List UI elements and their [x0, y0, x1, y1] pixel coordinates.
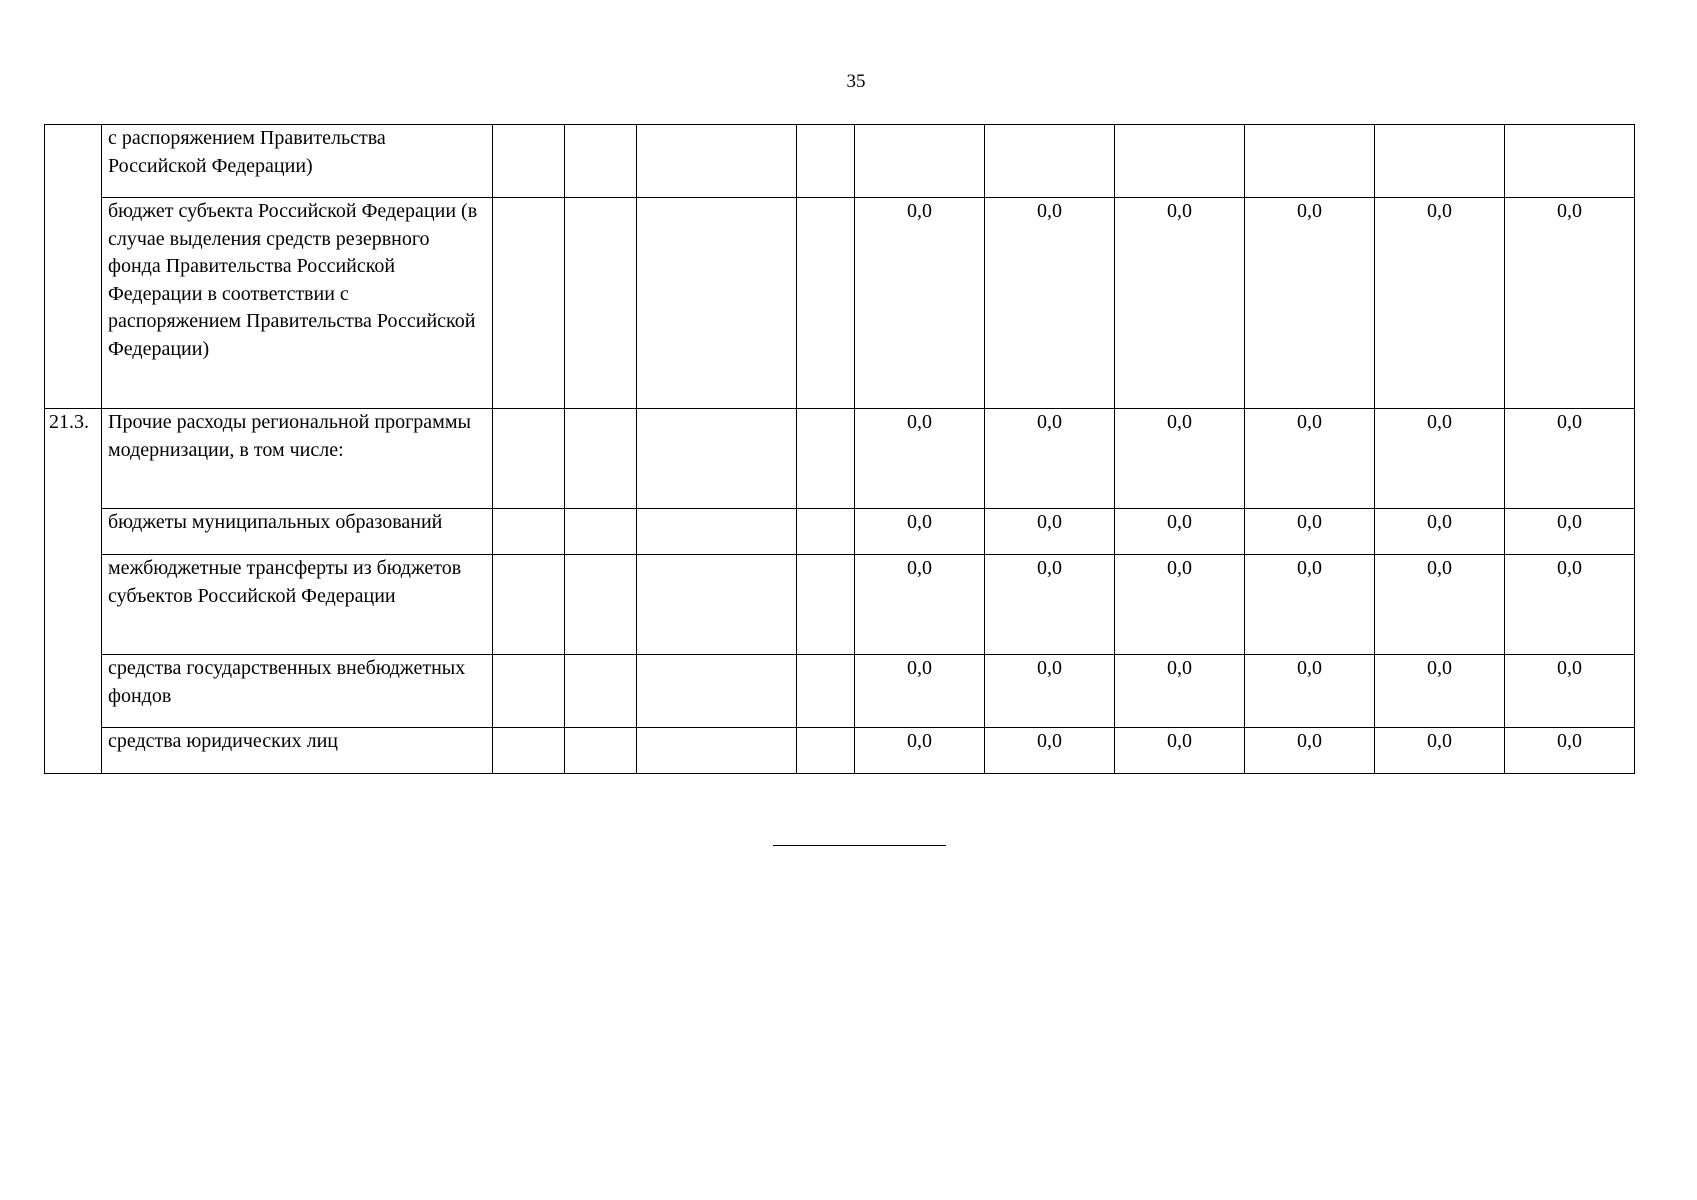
row-description: бюджеты муниципальных образований [102, 509, 493, 555]
value-cell: 0,0 [1115, 409, 1245, 509]
table-row [45, 198, 1635, 409]
value-cell: 0,0 [855, 509, 985, 555]
value-cell: 0,0 [1245, 728, 1375, 774]
value-cell: 0,0 [855, 728, 985, 774]
value-cell [1115, 125, 1245, 198]
value-cell: 0,0 [855, 198, 985, 409]
value-cell: 0,0 [1245, 409, 1375, 509]
empty-cell [637, 409, 797, 509]
empty-cell [493, 509, 565, 555]
value-cell: 0,0 [1375, 509, 1505, 555]
value-cell: 0,0 [1115, 198, 1245, 409]
row-description: Прочие расходы региональной программы модернизации, в том числе: [102, 409, 493, 509]
empty-cell [493, 555, 565, 655]
value-cell: 0,0 [1505, 728, 1635, 774]
row-number-cell: 21.3. [45, 409, 102, 774]
page-number: 35 [846, 71, 866, 92]
table-row [45, 728, 1635, 774]
row-description: средства юридических лиц [102, 728, 493, 774]
table-row [45, 409, 1635, 509]
empty-cell [637, 728, 797, 774]
value-cell [985, 125, 1115, 198]
row-description: с распоряжением Правительства Российской Федерации) [102, 125, 493, 198]
empty-cell [797, 198, 855, 409]
value-cell [1505, 125, 1635, 198]
empty-cell [565, 125, 637, 198]
value-cell: 0,0 [1505, 655, 1635, 728]
empty-cell [565, 509, 637, 555]
row-number-cell [45, 125, 102, 409]
value-cell: 0,0 [1245, 655, 1375, 728]
empty-cell [637, 555, 797, 655]
table-row [45, 655, 1635, 728]
row-description: средства государственных внебюджетных фондов [102, 655, 493, 728]
value-cell [1375, 125, 1505, 198]
value-cell: 0,0 [985, 409, 1115, 509]
table-row [45, 509, 1635, 555]
value-cell: 0,0 [855, 655, 985, 728]
value-cell: 0,0 [985, 555, 1115, 655]
empty-cell [565, 409, 637, 509]
row-description: межбюджетные трансферты из бюджетов субъектов Российской Федерации [102, 555, 493, 655]
value-cell: 0,0 [985, 509, 1115, 555]
row-description: бюджет субъекта Российской Федерации (в случае выделения средств резервного фонда Правительства Российской Федерации в соответствии с распоряжением Правительства Российской Федерации) [102, 198, 493, 409]
empty-cell [493, 198, 565, 409]
value-cell: 0,0 [1375, 409, 1505, 509]
value-cell: 0,0 [985, 198, 1115, 409]
value-cell: 0,0 [1375, 655, 1505, 728]
table-row [45, 555, 1635, 655]
value-cell: 0,0 [1115, 555, 1245, 655]
value-cell: 0,0 [1505, 555, 1635, 655]
empty-cell [637, 198, 797, 409]
empty-cell [797, 509, 855, 555]
value-cell: 0,0 [855, 409, 985, 509]
empty-cell [493, 125, 565, 198]
empty-cell [565, 198, 637, 409]
empty-cell [565, 655, 637, 728]
empty-cell [637, 125, 797, 198]
table-row [45, 125, 1635, 198]
empty-cell [797, 655, 855, 728]
value-cell: 0,0 [1375, 555, 1505, 655]
empty-cell [797, 409, 855, 509]
empty-cell [565, 555, 637, 655]
value-cell: 0,0 [1505, 509, 1635, 555]
value-cell: 0,0 [1505, 198, 1635, 409]
value-cell: 0,0 [1245, 555, 1375, 655]
value-cell: 0,0 [1505, 409, 1635, 509]
empty-cell [797, 728, 855, 774]
value-cell [855, 125, 985, 198]
empty-cell [493, 409, 565, 509]
value-cell: 0,0 [1245, 198, 1375, 409]
empty-cell [797, 555, 855, 655]
empty-cell [565, 728, 637, 774]
value-cell: 0,0 [1375, 198, 1505, 409]
value-cell: 0,0 [855, 555, 985, 655]
end-of-document-rule [773, 845, 946, 846]
financing-table [44, 124, 1635, 774]
value-cell: 0,0 [1115, 728, 1245, 774]
empty-cell [493, 728, 565, 774]
value-cell [1245, 125, 1375, 198]
value-cell: 0,0 [1245, 509, 1375, 555]
value-cell: 0,0 [1375, 728, 1505, 774]
value-cell: 0,0 [1115, 655, 1245, 728]
empty-cell [637, 509, 797, 555]
empty-cell [493, 655, 565, 728]
value-cell: 0,0 [985, 728, 1115, 774]
empty-cell [797, 125, 855, 198]
value-cell: 0,0 [1115, 509, 1245, 555]
empty-cell [637, 655, 797, 728]
value-cell: 0,0 [985, 655, 1115, 728]
